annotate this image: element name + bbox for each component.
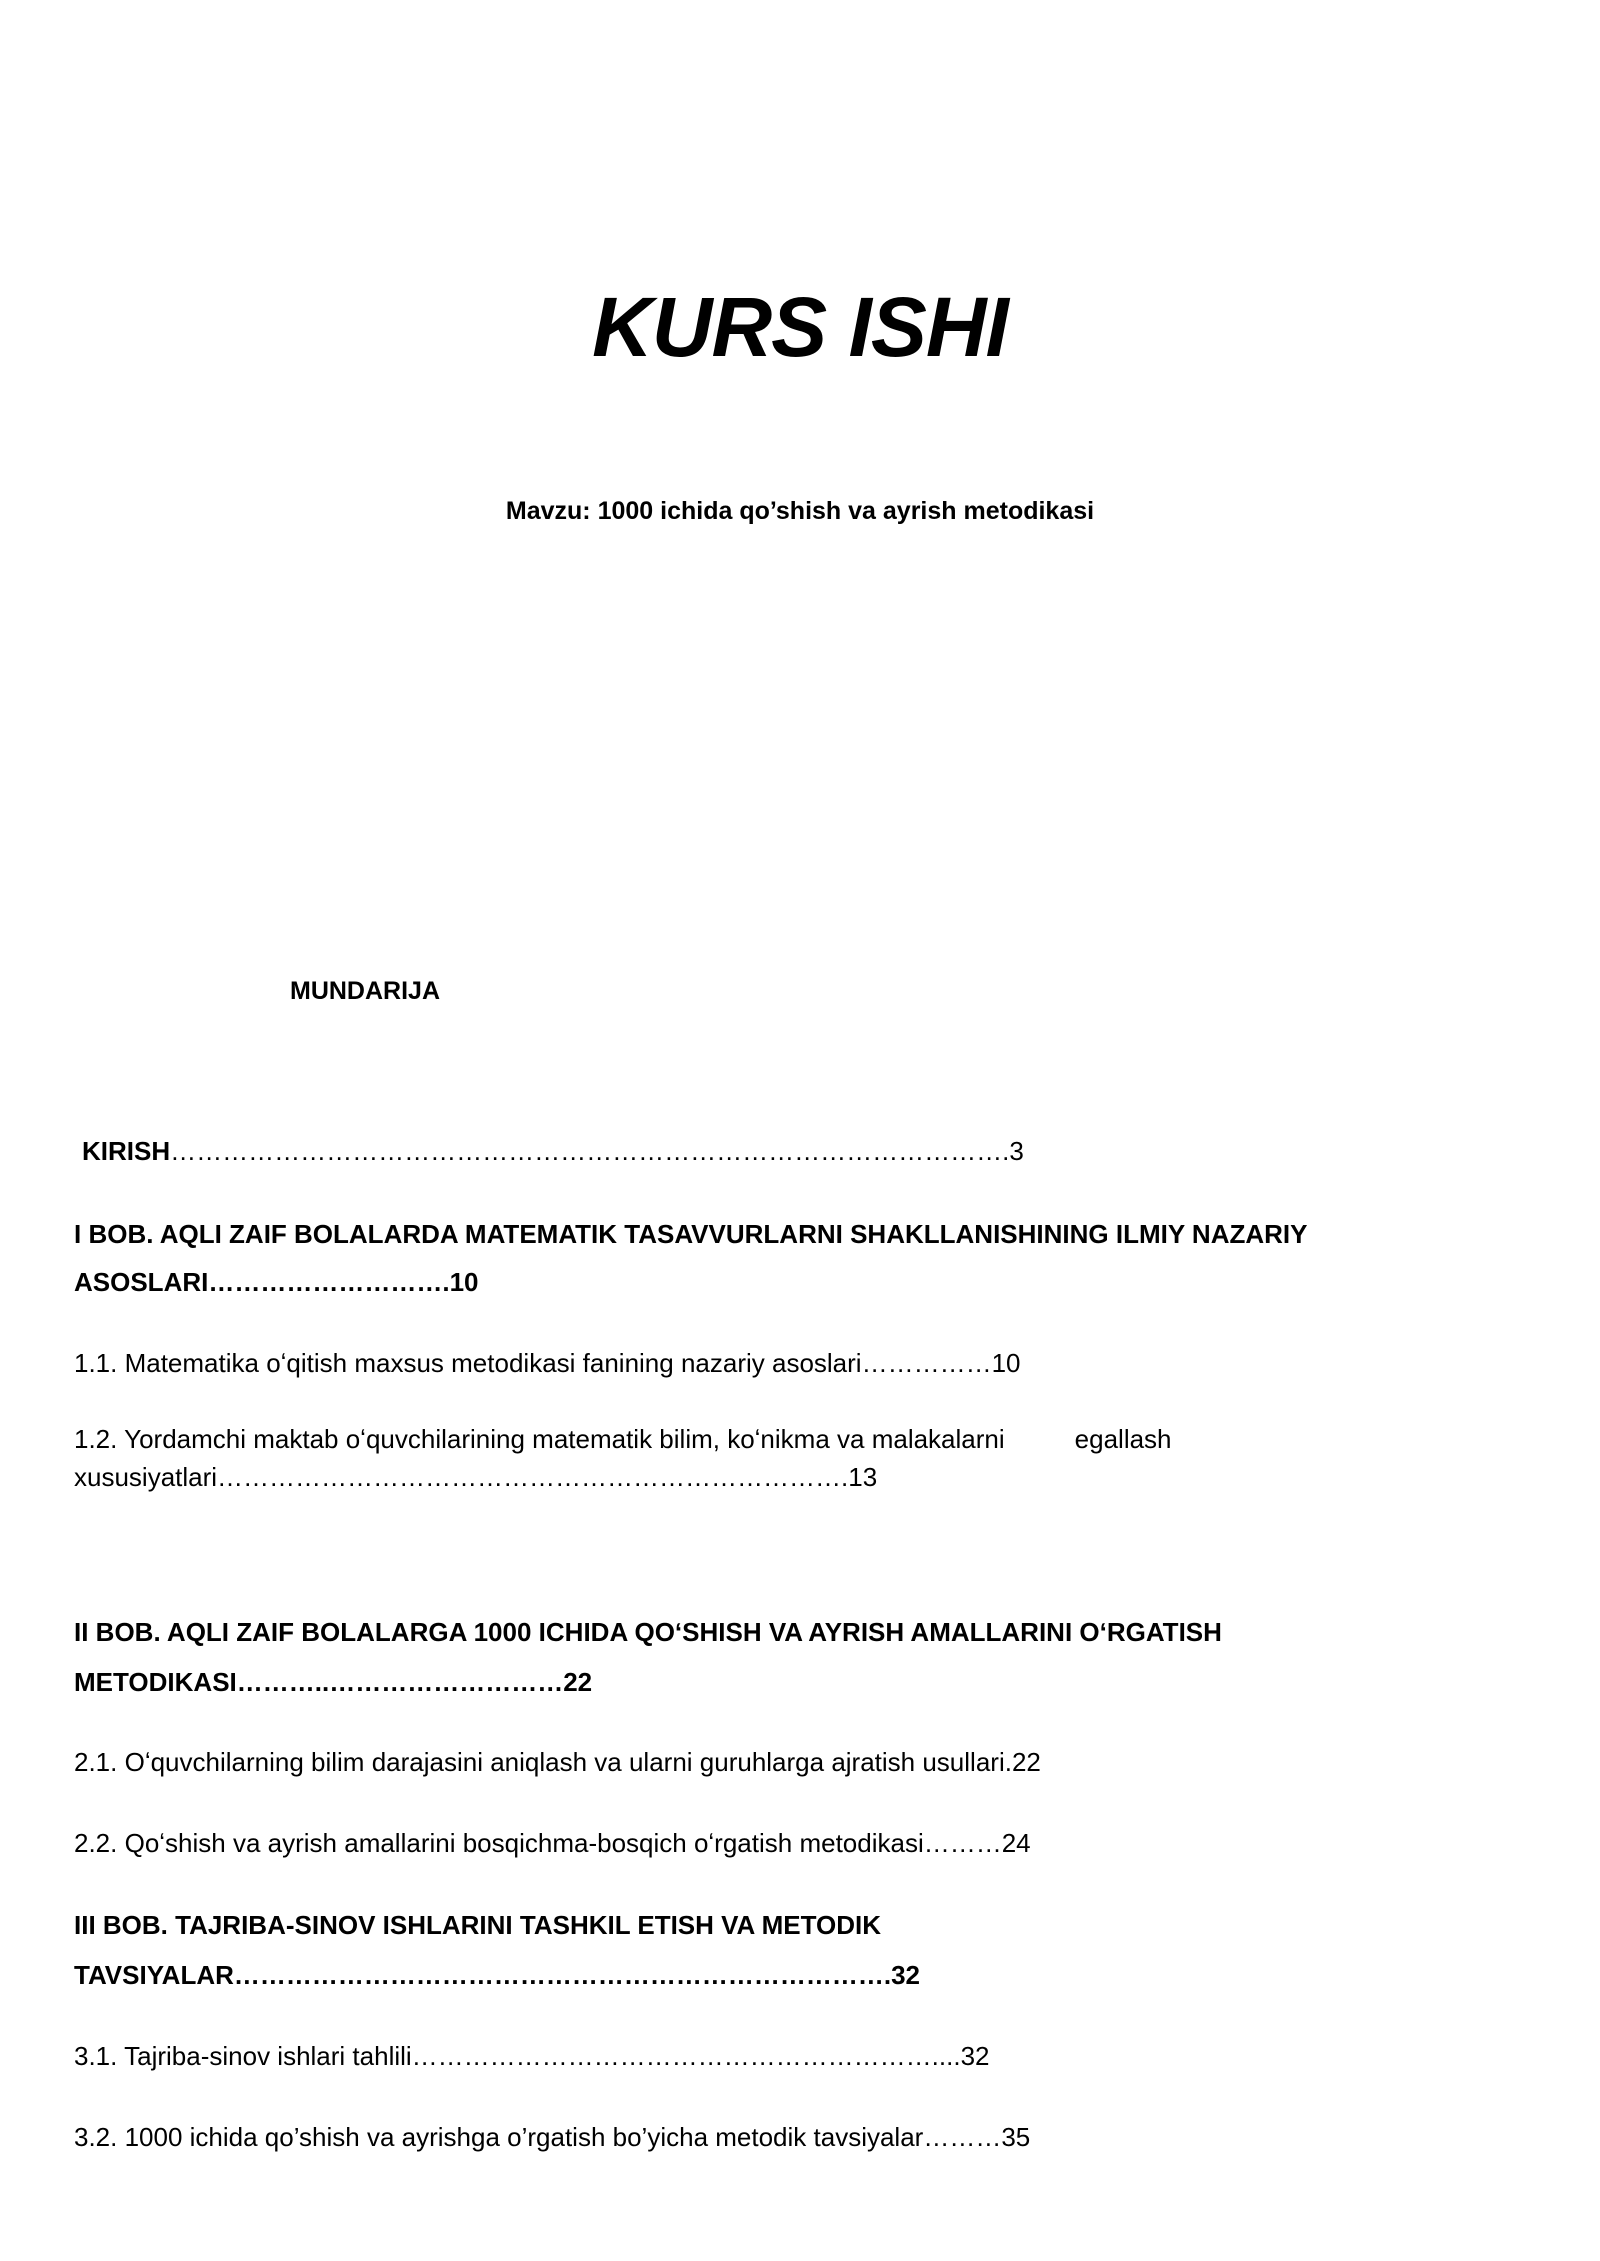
toc-entry-1-1: 1.1. Matematika oʻqitish maxsus metodikasi fanining nazariy asoslari……………10 xyxy=(74,1348,1021,1378)
toc-entry-2-2: 2.2. Qoʻshish va ayrish amallarini bosqichma-bosqich oʻrgatish metodikasi………24 xyxy=(74,1828,1031,1858)
document-subject: Mavzu: 1000 ichida qo’shish va ayrish metodikasi xyxy=(505,497,1095,525)
toc-entry-3-1: 3.1. Tajriba-sinov ishlari tahlili……………………………………………………....32 xyxy=(74,2041,990,2071)
toc-heading: MUNDARIJA xyxy=(290,977,440,1005)
toc-entry-chapter-2: II BOB. AQLI ZAIF BOLALARGA 1000 ICHIDA QOʻSHISH VA AYRISH AMALLARINI OʻRGATISH xyxy=(74,1617,1222,1647)
toc-entry-leader: …………………………………………………………………………………….3 xyxy=(170,1136,1024,1166)
document-title: KURS ISHI xyxy=(592,280,1008,374)
toc-entry-label: KIRISH xyxy=(82,1136,171,1166)
toc-entry-text: 1.2. Yordamchi maktab oʻquvchilarining matematik bilim, koʻnikma va malakalarni xyxy=(74,1424,1005,1454)
toc-entry-tail: egallash xyxy=(1074,1424,1172,1454)
toc-entry-chapter-3: III BOB. TAJRIBA-SINOV ISHLARINI TASHKIL ETISH VA METODIK xyxy=(74,1910,882,1940)
toc-entry-chapter-1: I BOB. AQLI ZAIF BOLALARDA MATEMATIK TASAVVURLARNI SHAKLLANISHINING ILMIY NAZARIY xyxy=(74,1219,1308,1249)
toc-entry-1-2 xyxy=(74,1424,1172,1455)
toc-entry-chapter-1-cont: ASOSLARI……………………….10 xyxy=(74,1267,479,1297)
toc-entry-chapter-3-cont: TAVSIYALAR………………………………………………………………….32 xyxy=(74,1960,921,1990)
toc-entry-chapter-2-cont: METODIKASI………..………………………22 xyxy=(74,1667,593,1697)
toc-entry-2-1: 2.1. Oʻquvchilarning bilim darajasini aniqlash va ularni guruhlarga ajratish usullari.22 xyxy=(74,1747,1041,1777)
toc-entry-3-2: 3.2. 1000 ichida qo’shish va ayrishga o’rgatish bo’yicha metodik tavsiyalar………35 xyxy=(74,2122,1031,2152)
toc-entry-kirish xyxy=(82,1136,1024,1167)
toc-entry-1-2-cont: xususiyatlari……………………………………………………………….13 xyxy=(74,1462,878,1492)
